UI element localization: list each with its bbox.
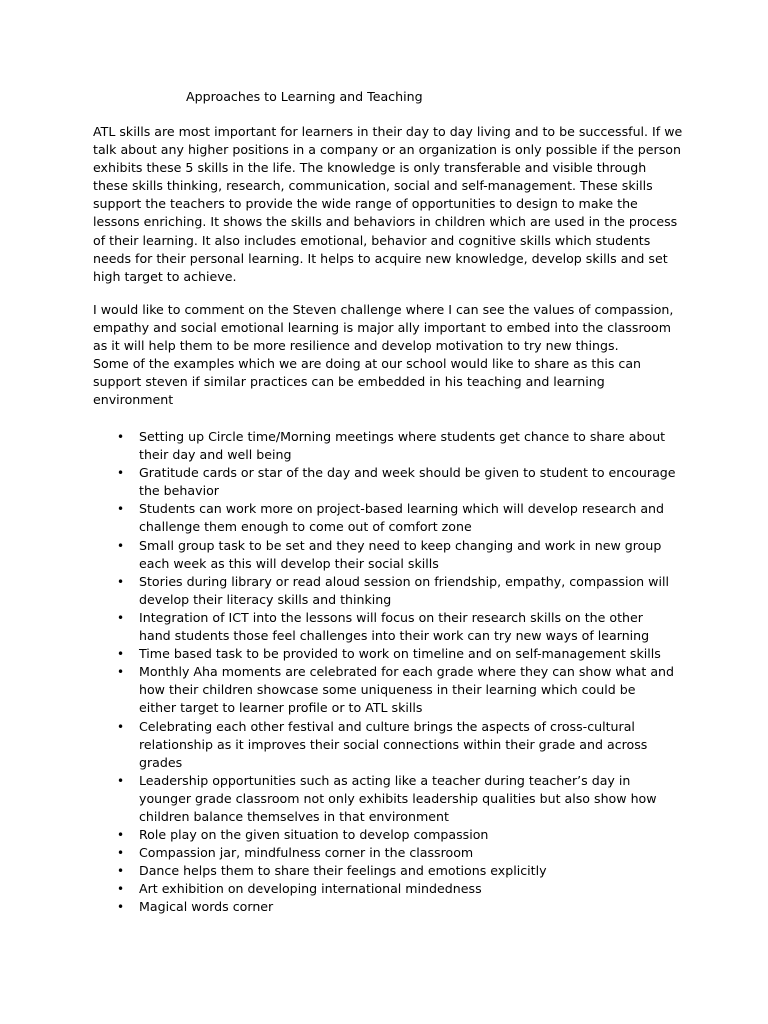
examples-bullet-list bbox=[93, 428, 713, 917]
bullet-item-line: younger grade classroom not only exhibits leadership qualities but also show how bbox=[139, 790, 657, 806]
bullet-item-line: children balance themselves in that environment bbox=[139, 808, 449, 824]
bullet-icon: • bbox=[117, 647, 125, 662]
bullet-item bbox=[93, 772, 713, 826]
paragraph-line: needs for their personal learning. It helps to acquire new knowledge, develop skills and set bbox=[93, 250, 668, 266]
bullet-item bbox=[93, 826, 713, 844]
bullet-item-line: Leadership opportunities such as acting like a teacher during teacher’s day in bbox=[139, 772, 631, 788]
bullet-item bbox=[93, 609, 713, 645]
bullet-item bbox=[93, 500, 713, 536]
bullet-item-line: challenge them enough to come out of comfort zone bbox=[139, 519, 472, 535]
bullet-icon: • bbox=[117, 846, 125, 861]
bullet-icon: • bbox=[117, 610, 125, 625]
bullet-item-line: Gratitude cards or star of the day and week should be given to student to encourage bbox=[139, 465, 676, 481]
bullet-item bbox=[93, 428, 713, 464]
bullet-icon: • bbox=[117, 502, 125, 517]
bullet-icon: • bbox=[117, 466, 125, 481]
bullet-item-line: how their children showcase some uniqueness in their learning which could be bbox=[139, 682, 636, 698]
bullet-item bbox=[93, 537, 713, 573]
paragraph-steven-challenge bbox=[93, 301, 693, 410]
bullet-item-line: Role play on the given situation to develop compassion bbox=[139, 827, 489, 843]
bullet-item-line: relationship as it improves their social connections within their grade and across bbox=[139, 736, 648, 752]
bullet-item bbox=[93, 645, 713, 663]
bullet-item-line: Art exhibition on developing international mindedness bbox=[139, 881, 482, 897]
paragraph-atl-skills bbox=[93, 123, 693, 286]
bullet-icon: • bbox=[117, 882, 125, 897]
bullet-item-line: Compassion jar, mindfulness corner in the classroom bbox=[139, 845, 474, 861]
bullet-icon: • bbox=[117, 828, 125, 843]
paragraph-line: lessons enriching. It shows the skills and behaviors in children which are used in the process bbox=[93, 214, 678, 230]
paragraph-line: empathy and social emotional learning is major ally important to embed into the classroom bbox=[93, 320, 672, 336]
paragraph-line: these skills thinking, research, communication, social and self-management. These skills bbox=[93, 178, 653, 194]
bullet-item-line: hand students those feel challenges into their work can try new ways of learning bbox=[139, 628, 650, 644]
bullet-icon: • bbox=[117, 665, 125, 680]
bullet-item-line: Dance helps them to share their feelings and emotions explicitly bbox=[139, 863, 547, 879]
document-title: Approaches to Learning and Teaching bbox=[186, 89, 423, 104]
paragraph-line: ATL skills are most important for learners in their day to day living and to be successful. If we bbox=[93, 124, 683, 139]
paragraph-line: support the teachers to provide the wide range of opportunities to design to make the bbox=[93, 196, 638, 212]
bullet-icon: • bbox=[117, 900, 125, 915]
paragraph-line: support steven if similar practices can be embedded in his teaching and learning bbox=[93, 374, 605, 390]
paragraph-line: of their learning. It also includes emotional, behavior and cognitive skills which students bbox=[93, 232, 651, 248]
bullet-item-line: Celebrating each other festival and culture brings the aspects of cross-cultural bbox=[139, 718, 635, 734]
bullet-item bbox=[93, 844, 713, 862]
paragraph-line: talk about any higher positions in a company or an organization is only possible if the person bbox=[93, 142, 681, 158]
bullet-item-line: Small group task to be set and they need to keep changing and work in new group bbox=[139, 537, 662, 553]
bullet-item-line: develop their literacy skills and thinking bbox=[139, 591, 392, 607]
bullet-item-line: either target to learner profile or to ATL skills bbox=[139, 700, 423, 716]
bullet-icon: • bbox=[117, 538, 125, 553]
bullet-item-line: grades bbox=[139, 754, 183, 770]
bullet-item bbox=[93, 718, 713, 772]
paragraph-line: I would like to comment on the Steven challenge where I can see the values of compassion, bbox=[93, 302, 674, 317]
bullet-item-line: Monthly Aha moments are celebrated for each grade where they can show what and bbox=[139, 664, 675, 680]
bullet-item-line: Magical words corner bbox=[139, 899, 274, 915]
bullet-item bbox=[93, 573, 713, 609]
bullet-item bbox=[93, 880, 713, 898]
bullet-item-line: Setting up Circle time/Morning meetings where students get chance to share about bbox=[139, 429, 666, 444]
bullet-item-line: Time based task to be provided to work on timeline and on self-management skills bbox=[139, 646, 661, 662]
bullet-item-line: the behavior bbox=[139, 483, 219, 499]
bullet-item-line: Stories during library or read aloud session on friendship, empathy, compassion will bbox=[139, 573, 669, 589]
bullet-icon: • bbox=[117, 773, 125, 788]
bullet-item bbox=[93, 862, 713, 880]
bullet-item bbox=[93, 663, 713, 717]
bullet-icon: • bbox=[117, 864, 125, 879]
bullet-item-line: each week as this will develop their social skills bbox=[139, 555, 439, 571]
bullet-icon: • bbox=[117, 574, 125, 589]
paragraph-line: high target to achieve. bbox=[93, 268, 237, 284]
paragraph-line: exhibits these 5 skills in the life. The knowledge is only transferable and visible through bbox=[93, 160, 647, 176]
bullet-item bbox=[93, 464, 713, 500]
bullet-item bbox=[93, 898, 713, 916]
bullet-item-line: Integration of ICT into the lessons will focus on their research skills on the other bbox=[139, 609, 643, 625]
paragraph-line: as it will help them to be more resilience and develop motivation to try new things. bbox=[93, 338, 619, 354]
paragraph-line: environment bbox=[93, 392, 174, 408]
paragraph-line: Some of the examples which we are doing at our school would like to share as this can bbox=[93, 356, 642, 372]
bullet-item-line: Students can work more on project-based learning which will develop research and bbox=[139, 501, 665, 517]
bullet-icon: • bbox=[117, 430, 125, 444]
bullet-icon: • bbox=[117, 719, 125, 734]
bullet-item-line: their day and well being bbox=[139, 447, 292, 463]
